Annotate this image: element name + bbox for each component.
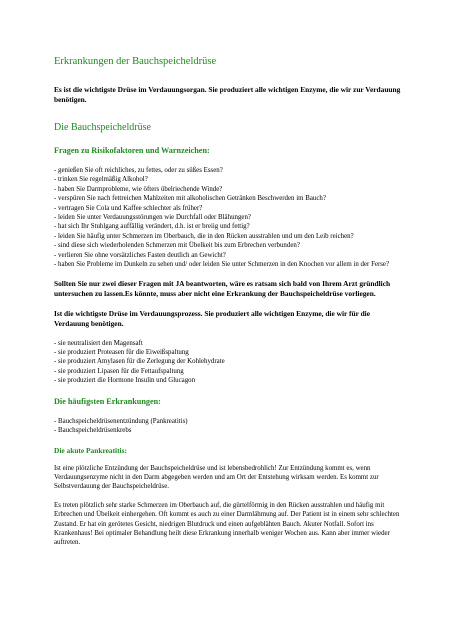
list-item: - sie produziert die Hormone Insulin und Glucagon <box>54 377 196 385</box>
list-item: - verlieren Sie ohne vorsätzliches Fasten deutlich an Gewicht? <box>54 251 226 259</box>
section-title: Die Bauchspeicheldrüse <box>54 122 151 133</box>
list-item: - verspüren Sie nach fettreichen Mahlzeiten mit alkoholischen Getränken Beschwerden im Bauch? <box>54 195 326 203</box>
list-item: - leiden Sie häufig unter Schmerzen im Oberbauch, die in den Rücken ausstrahlen und um den Leib reichen? <box>54 232 354 240</box>
intro-paragraph: Es ist die wichtigste Drüse im Verdauungsorgan. Sie produziert alle wichtigen Enzyme, die wir zur Verdauung benötigen. <box>54 85 401 104</box>
risk-heading: Fragen zu Risikofaktoren und Warnzeichen: <box>54 146 210 155</box>
acute-paragraph-2: Es treten plötzlich sehr starke Schmerzen im Oberbauch auf, die gürtelförmig in den Rücken ausstrahlen und häufig mit Erbrechen und Übelkeit einhergehen. Oft kommt es auch zu einer Darmlähmung auf. Der Patient ist in einem sehr schlechten Zustand. Er hat ein gerötetes Gesicht, niedrigen Blutdruck und einen aufgeblähten Bauch. Akuter Notfall. Sofort ins Krankenhaus! Bei optimaler Behandlung heilt diese Erkrankung innerhalb weniger Wochen aus. Kann aber immer wieder auftreten. <box>54 502 400 546</box>
list-item: - genießen Sie oft reichliches, zu fettes, oder zu süßes Essen? <box>54 167 223 174</box>
list-item: - sie neutralisiert den Magensaft <box>54 339 143 347</box>
list-item: - Bauchspeicheldrüsenkrebs <box>54 427 132 435</box>
acute-heading: Die akute Pankreatitis: <box>54 445 127 455</box>
list-item: - Bauchspeicheldrüsenentzündung (Pankreatitis) <box>54 417 188 425</box>
list-item: - hat sich Ihr Stuhlgang auffällig verändert, d.h. ist er breiig und fettig? <box>54 223 250 231</box>
document-content <box>54 55 406 557</box>
list-item: - haben Sie Probleme im Dunkeln zu sehen und/ oder leiden Sie unter Schmerzen in den Knochen vor allem in der Ferse? <box>54 261 390 269</box>
diseases-heading: Die häufigsten Erkrankungen: <box>54 396 161 406</box>
list-item: - sie produziert Amylasen für die Zerlegung der Kohlehydrate <box>54 358 225 366</box>
warning-paragraph: Sollten Sie nur zwei dieser Fragen mit JA beantworten, wäre es ratsam sich bald von Ihrem Arzt gründlich untersuchen zu lassen.Es könnte, muss aber nicht eine Erkrankung der Bauchspeicheldrüse vorliegen. <box>54 279 391 299</box>
list-item: - leiden Sie unter Verdauungsstörungen wie Durchfall oder Blähungen? <box>54 214 251 222</box>
list-item: - sie produziert Lipasen für die Fettaufspaltung <box>54 367 184 375</box>
list-item: - vertragen Sie Cola und Kaffee schlechter als früher? <box>54 204 203 212</box>
function-list <box>54 339 406 386</box>
list-item: - trinken Sie regelmäßig Alkohol? <box>54 176 148 184</box>
risk-list <box>54 166 406 269</box>
acute-paragraph-1: Ist eine plötzliche Entzündung der Bauchspeicheldrüse und ist lebensbedrohlich! Zur Entzündung kommt es, wenn Verdauungsenzyme nicht in den Darm abgegeben werden und am Ort der Entstehung wirksam werden. Es kommt zur Selbstverdauung der Bauchspeicheldrüse. <box>54 464 379 490</box>
function-intro: Ist die wichtigste Drüse im Verdauungsprozess. Sie produziert alle wichtigen Enzyme, die wir für die Verdauung benötigen. <box>54 309 371 328</box>
list-item: - haben Sie Darmprobleme, wie öfters übelriechende Winde? <box>54 185 223 193</box>
list-item: - sind diese sich wiederholenden Schmerzen mit Übelkeit bis zum Erbrechen verbunden? <box>54 242 300 250</box>
list-item: - sie produziert Proteasen für die Eiweißspaltung <box>54 349 189 357</box>
diseases-list <box>54 417 406 436</box>
page-title: Erkrankungen der Bauchspeicheldrüse <box>54 56 217 67</box>
